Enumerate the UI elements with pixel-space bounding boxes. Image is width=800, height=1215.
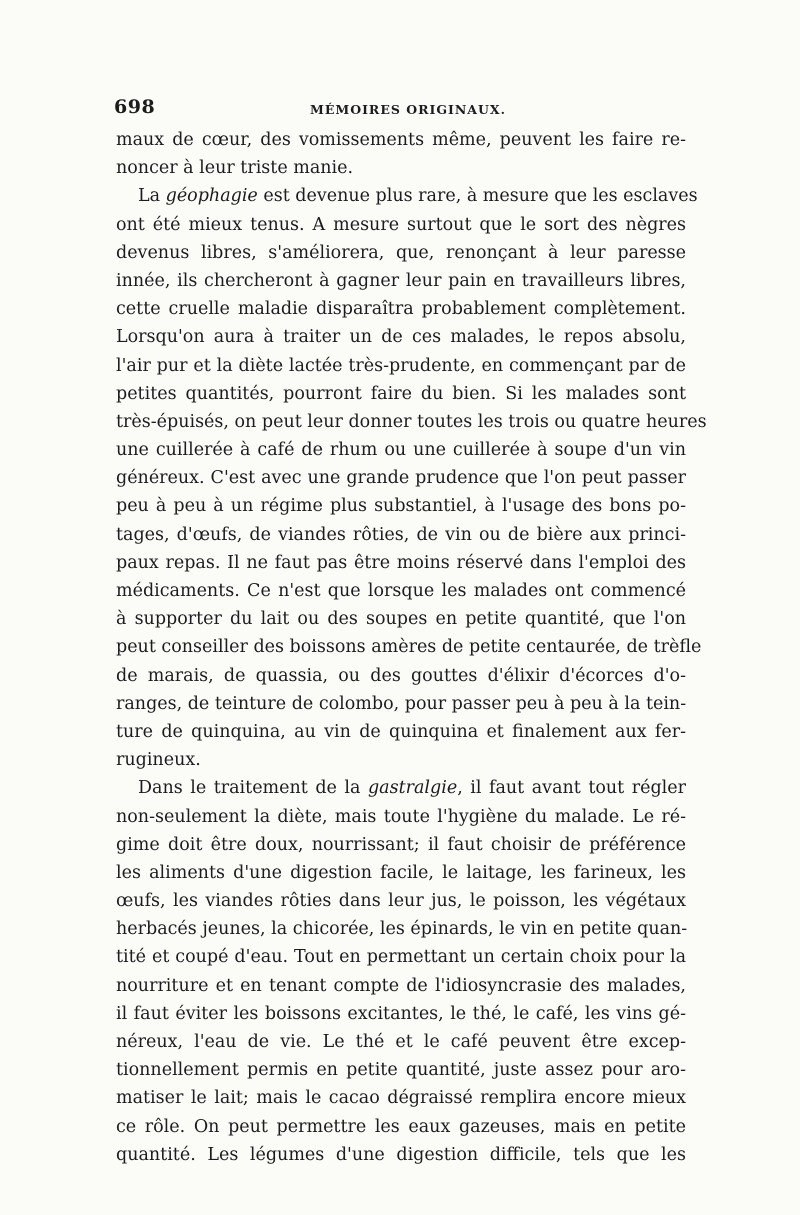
- text-line: cette cruelle maladie disparaîtra probablement complètement.: [116, 299, 686, 320]
- text-line: matiser le lait; mais le cacao dégraissé remplira encore mieux: [116, 1088, 686, 1109]
- page-header: [114, 94, 686, 124]
- text-line: quantité. Les légumes d'une digestion difficile, tels que les: [116, 1144, 686, 1165]
- text-line: ont été mieux tenus. A mesure surtout que le sort des nègres: [116, 214, 686, 235]
- text-line: néreux, l'eau de vie. Le thé et le café peuvent être excep-: [116, 1032, 686, 1052]
- text-line: peu à peu à un régime plus substantiel, à l'usage des bons po-: [116, 496, 686, 517]
- running-head: MÉMOIRES ORIGINAUX.: [310, 102, 506, 117]
- text-line: gime doit être doux, nourrissant; il faut choisir de préférence: [116, 834, 686, 855]
- text-line: Dans le traitement de la gastralgie, il faut avant tout régler: [138, 778, 686, 799]
- text-line: non-seulement la diète, mais toute l'hygiène du malade. Le ré-: [116, 806, 686, 827]
- text-line: tité et coupé d'eau. Tout en permettant un certain choix pour la: [116, 947, 686, 968]
- text-line: Lorsqu'on aura à traiter un de ces malades, le repos absolu,: [116, 327, 686, 348]
- text-line: noncer à leur triste manie.: [116, 158, 354, 179]
- text-line: l'air pur et la diète lactée très-prudente, en commençant par de: [116, 355, 686, 376]
- text-line: à supporter du lait ou des soupes en petite quantité, que l'on: [116, 609, 686, 630]
- text-line: devenus libres, s'améliorera, que, renonçant à leur paresse: [116, 242, 686, 263]
- text-line: tages, d'œufs, de viandes rôties, de vin ou de bière aux princi-: [116, 524, 686, 545]
- text-line: tionnellement permis en petite quantité, juste assez pour aro-: [116, 1060, 686, 1081]
- text-line: ce rôle. On peut permettre les eaux gazeuses, mais en petite: [116, 1116, 686, 1137]
- text-line: ranges, de teinture de colombo, pour passer peu à peu à la tein-: [116, 693, 687, 714]
- text-line: il faut éviter les boissons excitantes, le thé, le café, les vins gé-: [116, 1003, 686, 1024]
- text-line: La géophagie est devenue plus rare, à mesure que les esclaves: [138, 186, 698, 207]
- text-line: rugineux.: [116, 750, 201, 771]
- emphasis: géophagie: [165, 186, 258, 207]
- text-line: paux repas. Il ne faut pas être moins réservé dans l'emploi des: [116, 552, 686, 573]
- text-line: ture de quinquina, au vin de quinquina et finalement aux fer-: [116, 721, 686, 742]
- text-line: très-épuisés, on peut leur donner toutes les trois ou quatre heures: [116, 411, 707, 432]
- text-line: innée, ils chercheront à gagner leur pain en travailleurs libres,: [116, 270, 686, 291]
- text-line: les aliments d'une digestion facile, le laitage, les farineux, les: [116, 862, 686, 883]
- text-line: médicaments. Ce n'est que lorsque les malades ont commencé: [116, 581, 686, 601]
- emphasis: gastralgie: [367, 778, 458, 799]
- body-text: [116, 126, 707, 1169]
- text-line: petites quantités, pourront faire du bien. Si les malades sont: [116, 383, 686, 404]
- text-line: œufs, les viandes rôties dans leur jus, le poisson, les végétaux: [116, 891, 686, 912]
- text-line: peut conseiller des boissons amères de petite centaurée, de trèfle: [116, 637, 702, 658]
- page-number: 698: [114, 96, 156, 118]
- text-line: herbacés jeunes, la chicorée, les épinards, le vin en petite quan-: [116, 919, 688, 940]
- text-line: de marais, de quassia, ou des gouttes d'élixir d'écorces d'o-: [116, 665, 686, 686]
- text-line: généreux. C'est avec une grande prudence que l'on peut passer: [116, 468, 686, 489]
- text-line: maux de cœur, des vomissements même, peuvent les faire re-: [116, 130, 686, 150]
- text-line: une cuillerée à café de rhum ou une cuillerée à soupe d'un vin: [116, 440, 686, 461]
- text-line: nourriture et en tenant compte de l'idiosyncrasie des malades,: [116, 975, 686, 996]
